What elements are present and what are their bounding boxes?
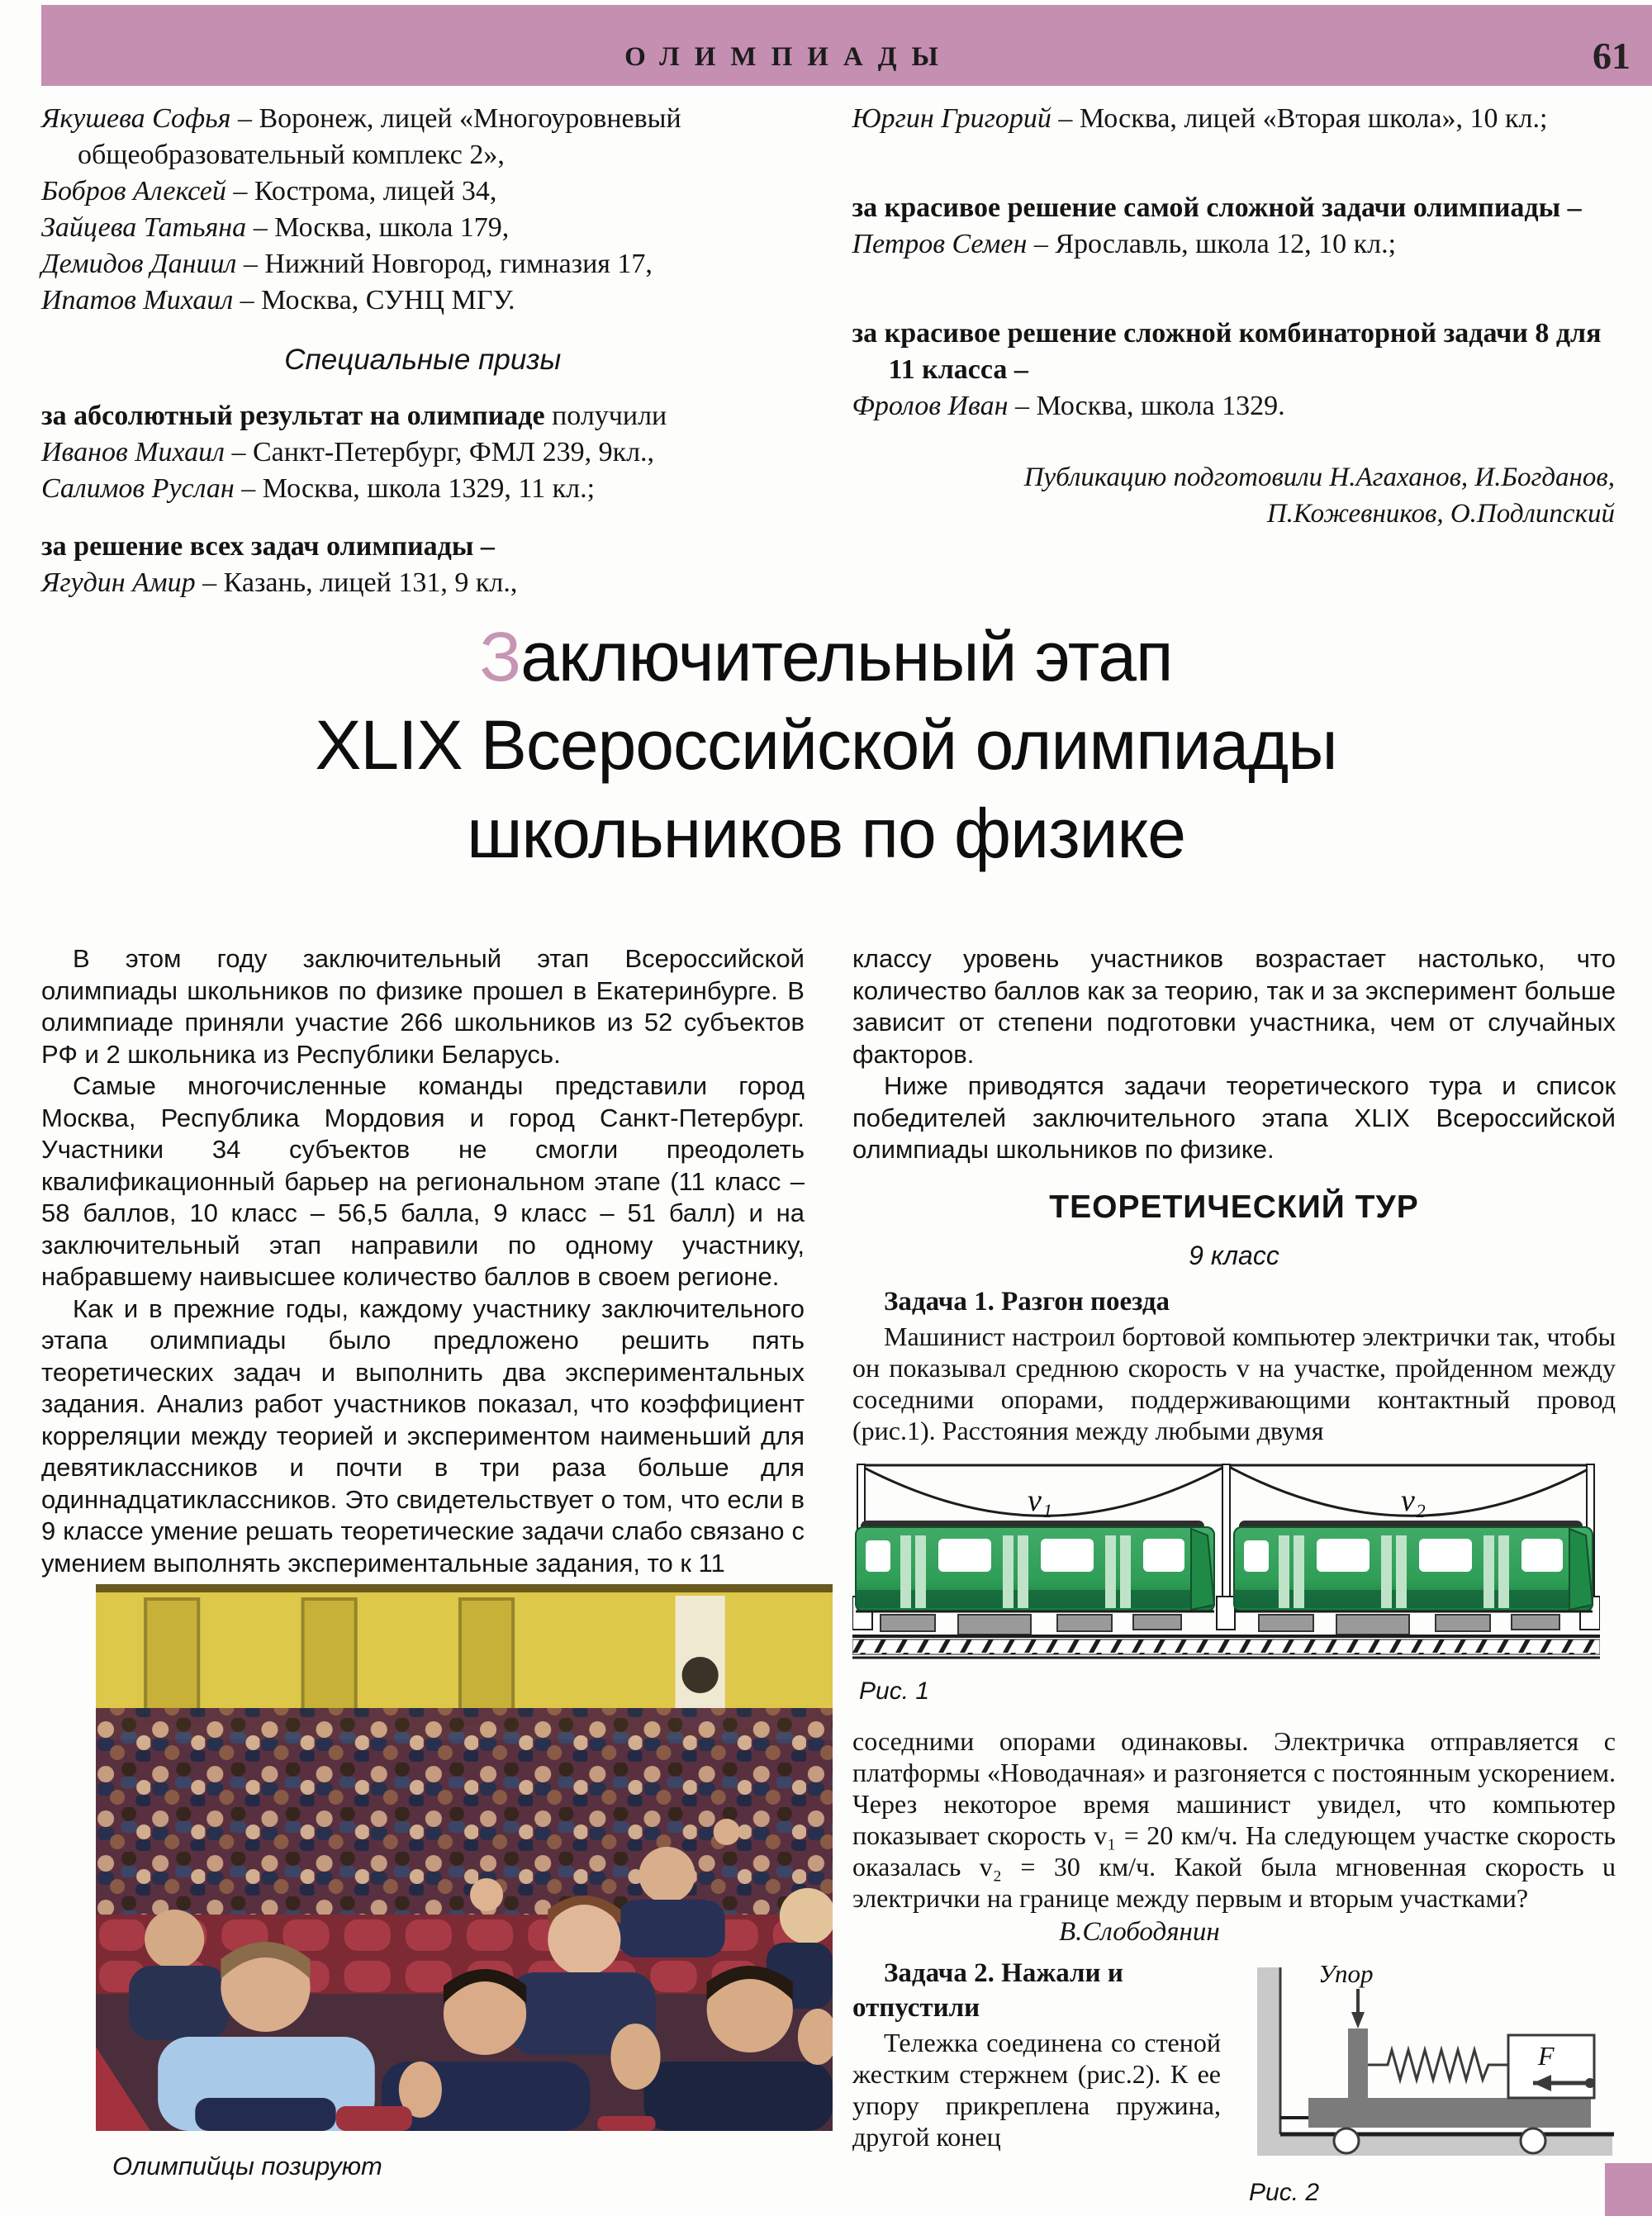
task2-text: Тележка соединена со стеной жестким стержнем (рис.2). К ее упору прикреплена пружина, другой конец: [852, 2027, 1221, 2152]
body-right-column: [852, 943, 1616, 2207]
winner-entry: Салимов Руслан – Москва, школа 1329, 11 кл.;: [41, 473, 596, 504]
prize-title: за решение всех задач олимпиады –: [41, 531, 495, 562]
figure1-caption: Рис. 1: [859, 1677, 930, 1705]
winner-entry: Иванов Михаил – Санкт-Петербург, ФМЛ 239, 9кл.,: [41, 437, 655, 467]
theory-round-heading: ТЕОРЕТИЧЕСКИЙ ТУР: [1049, 1189, 1419, 1225]
photo-caption: Олимпийцы позируют: [112, 2152, 382, 2180]
winners-left-column: [41, 101, 805, 601]
title-line: Заключительный этап: [479, 618, 1173, 695]
body-left-column: [41, 943, 805, 2207]
paragraph: В этом году заключительный этап Всероссийской олимпиады школьников по физике прошел в Екатеринбурге. В олимпиаде приняли участие 266 школьников из 52 субъектов РФ и 2 школьника из Республики Беларусь.: [41, 944, 805, 1069]
corner-accent-block: [1605, 2163, 1652, 2216]
winner-entry: Демидов Даниил – Нижний Новгород, гимназия 17,: [41, 249, 653, 279]
task1-text-before-figure: Машинист настроил бортовой компьютер электрички так, чтобы он показывал среднюю скорость v на участке, пройденном между соседними опорами, поддерживающими контактный провод (рис.1). Расстояния между любыми двумя: [852, 1321, 1616, 1445]
force-label: F: [1538, 2040, 1555, 2071]
title-first-letter: З: [479, 618, 521, 695]
title-line: XLIX Всероссийской олимпиады: [315, 706, 1337, 784]
prize-title: за красивое решение самой сложной задачи олимпиады –: [852, 192, 1582, 223]
cart-spring-figure: [1242, 1956, 1616, 2169]
task1-text-after-figure: соседними опорами одинаковы. Электричка отправляется с платформы «Новодачная» и разгоняется с постоянным ускорением. Через некоторое время машинист увидел, что компьютер показывает скорость v₁ = 20 км/ч. На следующем участке скорость оказалась v₂ = 30 км/ч. Какой была мгновенная скорость u электрички на границе между первым и вторым участками?: [852, 1725, 1616, 1913]
prize-title: за абсолютный результат на олимпиаде получили: [41, 401, 667, 431]
audience-photo: [96, 1584, 833, 2131]
paragraph: Ниже приводятся задачи теоретического тура и список победителей заключительного этапа XLIX Всероссийской олимпиады школьников по физике.: [852, 1071, 1616, 1164]
train-figure: [852, 1459, 1600, 1668]
winner-entry: Ипатов Михаил – Москва, СУНЦ МГУ.: [41, 285, 515, 316]
task1-title: Задача 1. Разгон поезда: [884, 1286, 1170, 1317]
winners-right-column: [852, 101, 1616, 601]
publication-credits: Публикацию подготовили Н.Агаханов, И.Богданов, П.Кожевников, О.Подлипский: [1023, 463, 1615, 529]
header-bar: [41, 5, 1652, 86]
prize-title: за красивое решение сложной комбинаторной задачи 8 для 11 класса –: [852, 318, 1602, 385]
section-title: ОЛИМПИАДЫ: [624, 42, 953, 72]
train-car-1: [856, 1521, 1214, 1635]
winner-entry: Зайцева Татьяна – Москва, школа 179,: [41, 212, 510, 243]
title-line: школьников по физике: [467, 795, 1185, 872]
winner-entry: Петров Семен – Ярославль, школа 12, 10 кл.;: [852, 229, 1397, 259]
prize-block: [41, 398, 805, 507]
winner-entry: Фролов Иван – Москва, школа 1329.: [852, 391, 1285, 421]
v2-label: v₂: [1401, 1483, 1427, 1518]
task2-title: Задача 2. Нажали и отпустили: [852, 1957, 1123, 2023]
upor-label: Упор: [1318, 1958, 1374, 1988]
grade-heading: 9 класс: [1189, 1240, 1279, 1270]
winner-entry: Юргин Григорий – Москва, лицей «Вторая школа», 10 кл.;: [852, 103, 1548, 134]
article-body: [41, 943, 1615, 2207]
task2-section: [852, 1956, 1616, 2207]
figure1: [852, 1459, 1616, 1706]
prize-block: [852, 190, 1616, 263]
prize-block: [41, 529, 805, 601]
paragraph: Как и в прежние годы, каждому участнику заключительного этапа олимпиады было предложено решить пять теоретических задач и выполнить два экспериментальных задания. Анализ работ участников показал, что коэффициент корреляции между теорией и экспериментом наименьший для девятиклассников и почти в три раза больше для одиннадцатиклассников. Это свидетельствует о том, что если в 9 классе умение решать теоретические задачи слабо связано с умением выполнять экспериментальные задания, то к 11: [41, 1293, 805, 1578]
prize-block: [852, 316, 1616, 425]
task1-author: В.Слободянин: [1059, 1916, 1220, 1947]
winner-entry: Бобров Алексей – Кострома, лицей 34,: [41, 176, 497, 206]
paragraph: Самые многочисленные команды представили город Москва, Республика Мордовия и город Санкт-Петербург. Участники 34 субъектов не смогли преодолеть квалификационный барьер на региональном этапе (11 класс – 58 баллов, 10 класс – 56,5 балла, 9 класс – 51 балл) и на заключительный этап направили по одному участнику, набравшему наивысшее количество баллов в своем регионе.: [41, 1071, 805, 1291]
winners-section: [41, 101, 1615, 601]
special-prizes-heading: Специальные призы: [284, 344, 562, 376]
figure2: [1242, 1956, 1616, 2207]
page-number: 61: [1593, 35, 1631, 77]
article-title: [0, 613, 1652, 878]
photo-figure: [96, 1584, 833, 2183]
figure2-caption: Рис. 2: [1249, 2178, 1320, 2206]
task2-text-column: [852, 1956, 1221, 2207]
winner-entry: Ягудин Амир – Казань, лицей 131, 9 кл.,: [41, 567, 518, 598]
winner-entry: Якушева Софья – Воронеж, лицей «Многоуровневый общеобразовательный комплекс 2»,: [41, 103, 681, 170]
paragraph: классу уровень участников возрастает настолько, что количество баллов как за теорию, так и за эксперимент больше зависит от степени подготовки участника, чем от случайных факторов.: [852, 944, 1616, 1069]
v1-label: v₁: [1028, 1483, 1053, 1518]
train-car-2: [1234, 1521, 1593, 1635]
